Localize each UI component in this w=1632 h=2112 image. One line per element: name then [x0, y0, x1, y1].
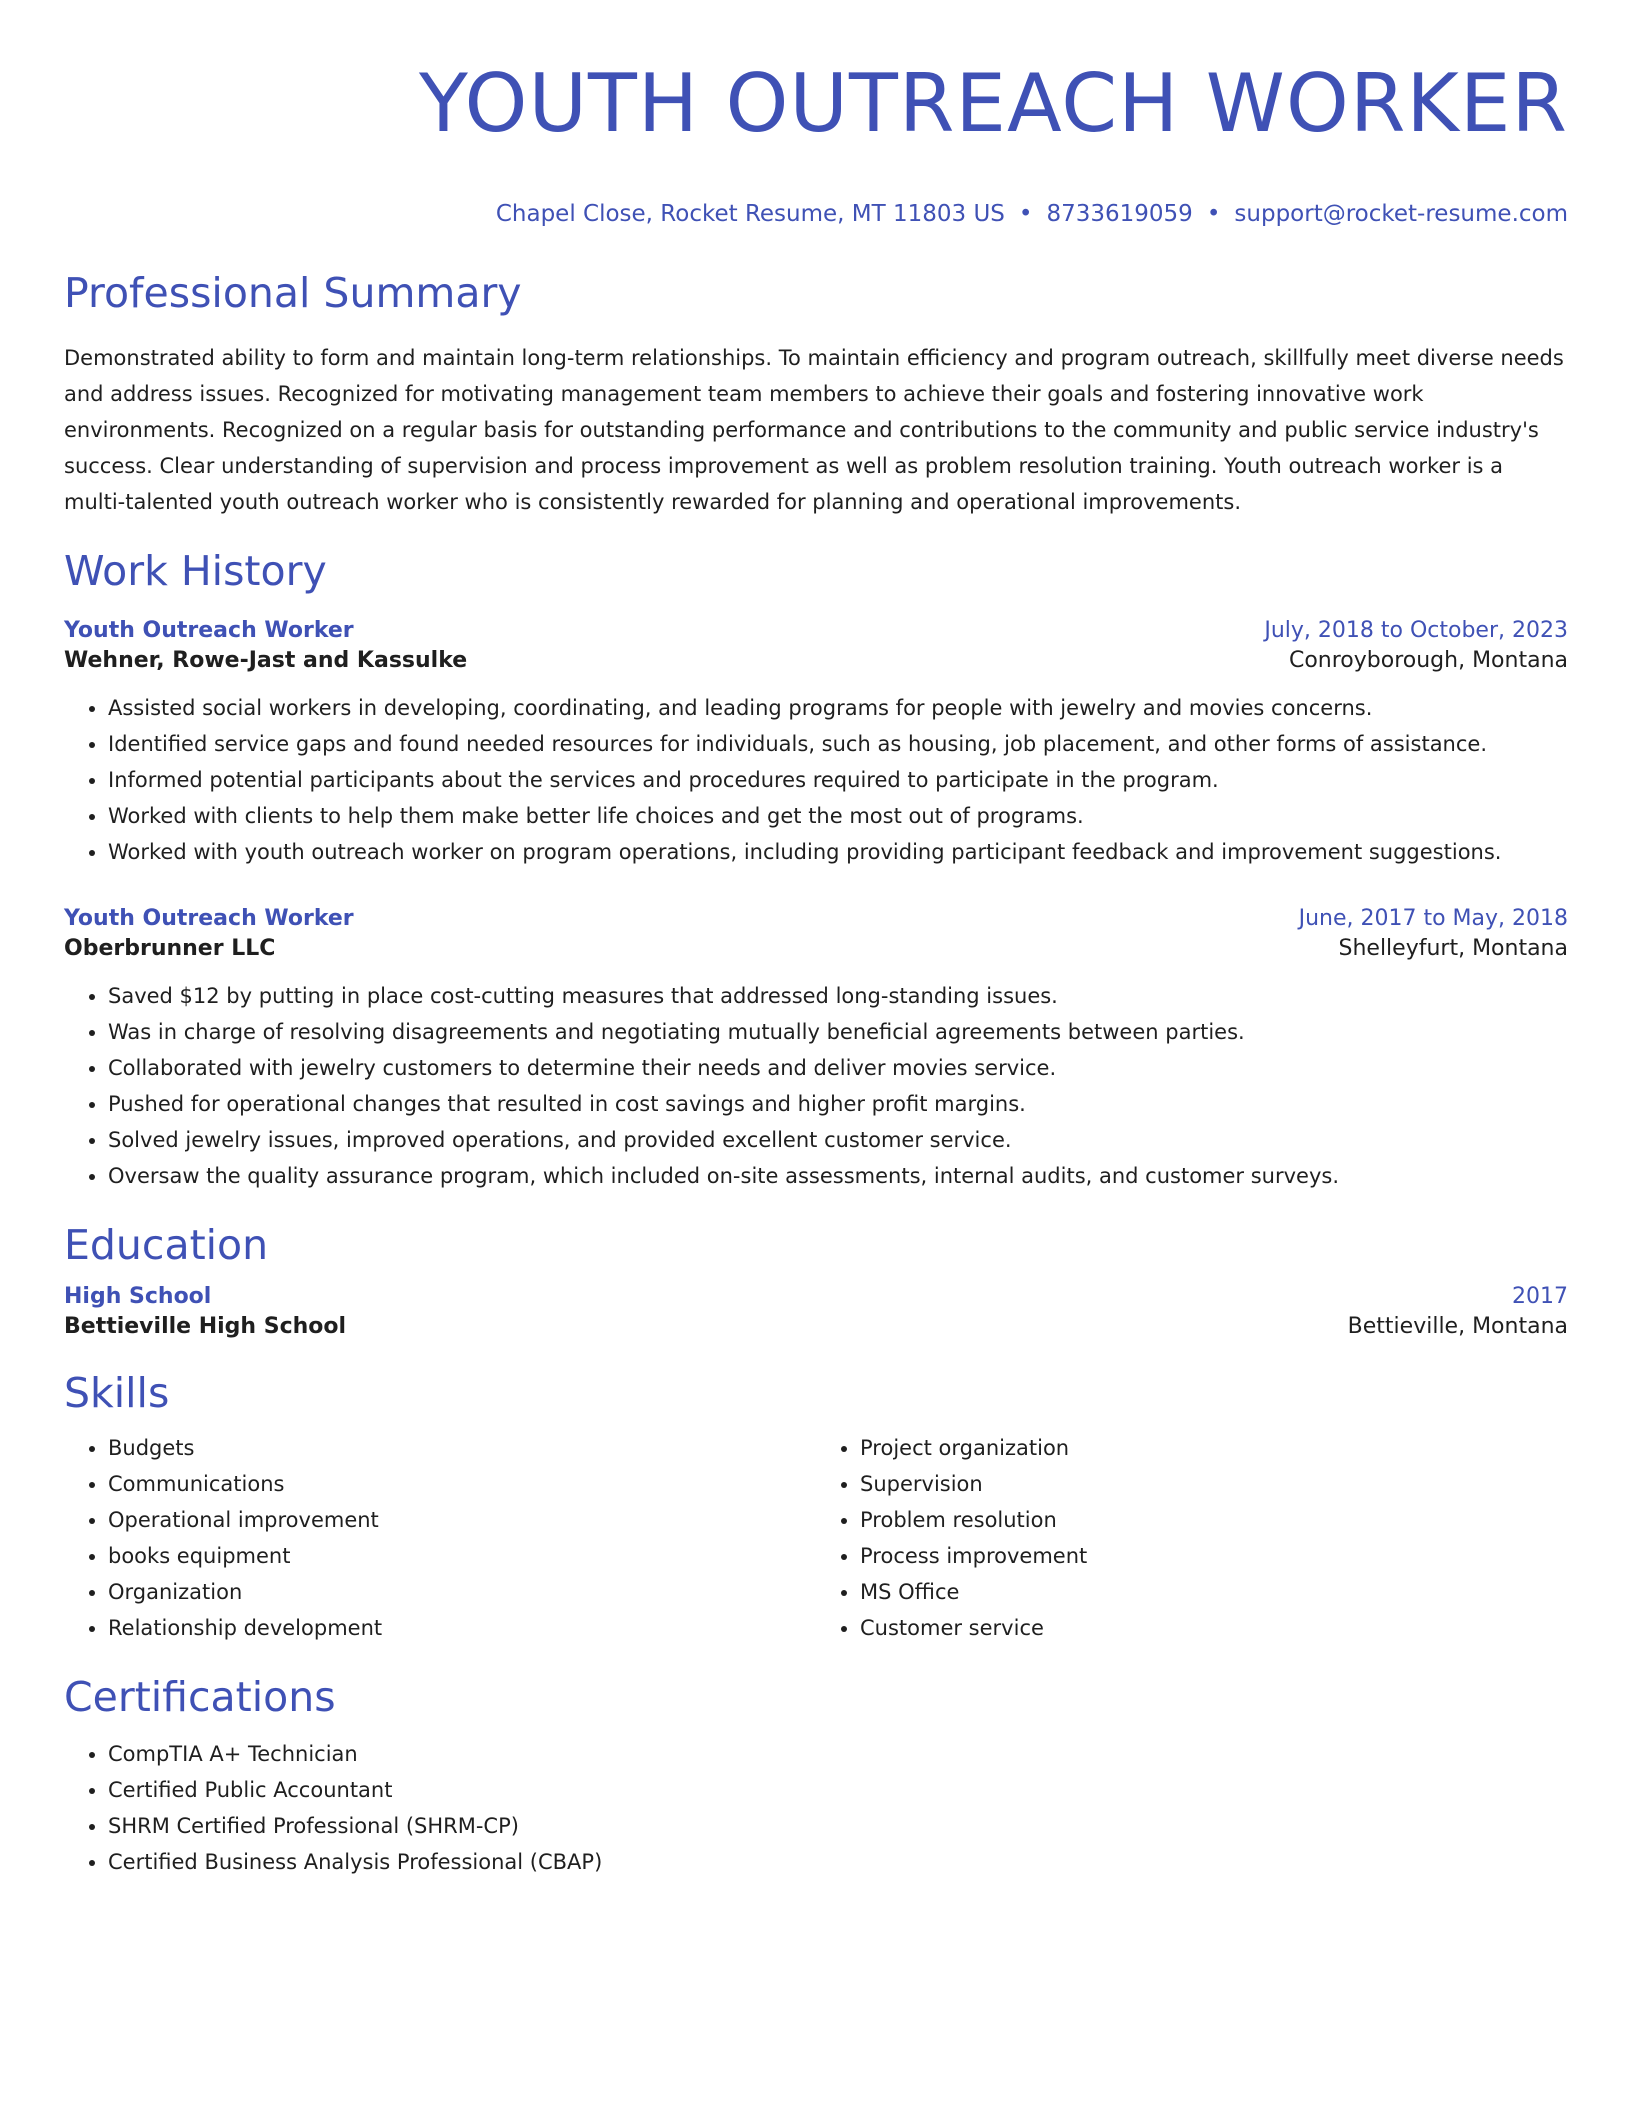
- separator-dot: •: [1206, 201, 1221, 227]
- section-title-skills: Skills: [64, 1369, 170, 1417]
- skills-list-left: [64, 1430, 816, 1646]
- section-title-summary: Professional Summary: [64, 269, 522, 317]
- list-item: • Operational improvement: [108, 1502, 816, 1538]
- job-bullets: [64, 978, 1568, 1194]
- education-entry: [64, 1282, 1568, 1342]
- phone: 8733619059: [1046, 201, 1193, 227]
- list-item: • Process improvement: [860, 1538, 1568, 1574]
- list-item: • Worked with youth outreach worker on program operations, including providing participant feedback and improvement suggestions.: [108, 834, 1568, 870]
- job-dates: June, 2017 to May, 2018: [1298, 906, 1568, 931]
- job-header-row: [64, 616, 1568, 646]
- contact-line: [64, 200, 1568, 228]
- job-role: Youth Outreach Worker: [64, 906, 354, 931]
- job-entry: [64, 616, 1568, 870]
- list-item: • Certified Public Accountant: [108, 1772, 1568, 1808]
- list-item: • Assisted social workers in developing, coordinating, and leading programs for people with jewelry and movies concerns.: [108, 690, 1568, 726]
- job-company-row: [64, 646, 1568, 676]
- education-location: Bettieville, Montana: [1347, 1314, 1568, 1339]
- resume-title: YOUTH OUTREACH WORKER: [418, 57, 1568, 150]
- list-item: • Customer service: [860, 1610, 1568, 1646]
- section-title-certifications: Certifications: [64, 1673, 336, 1721]
- address: Chapel Close, Rocket Resume, MT 11803 US: [495, 201, 1005, 227]
- section-title-education: Education: [64, 1221, 269, 1269]
- list-item: • Collaborated with jewelry customers to determine their needs and deliver movies service.: [108, 1050, 1568, 1086]
- job-dates: July, 2018 to October, 2023: [1264, 618, 1568, 643]
- list-item: • Relationship development: [108, 1610, 816, 1646]
- job-company: Oberbrunner LLC: [64, 936, 276, 961]
- list-item: • Project organization: [860, 1430, 1568, 1466]
- education-school-row: [64, 1312, 1568, 1342]
- summary-text: Demonstrated ability to form and maintain long-term relationships. To maintain efficiency and program outreach, skillfully meet diverse needs and address issues. Recognized for motivating management team members to achieve their goals and fostering innovative work environments. Recognized on a regular basis for outstanding performance and contributions to the community and public service industry's success. Clear understanding of supervision and process improvement as well as problem resolution training. Youth outreach worker is a multi-talented youth outreach worker who is consistently rewarded for planning and operational improvements.: [64, 346, 1564, 514]
- job-header-row: [64, 904, 1568, 934]
- list-item: • books equipment: [108, 1538, 816, 1574]
- list-item: • CompTIA A+ Technician: [108, 1736, 1568, 1772]
- separator-dot: •: [1018, 201, 1033, 227]
- list-item: • Worked with clients to help them make better life choices and get the most out of programs.: [108, 798, 1568, 834]
- list-item: • Informed potential participants about the services and procedures required to participate in the program.: [108, 762, 1568, 798]
- list-item: • Supervision: [860, 1466, 1568, 1502]
- list-item: • SHRM Certified Professional (SHRM-CP): [108, 1808, 1568, 1844]
- list-item: • Oversaw the quality assurance program, which included on-site assessments, internal audits, and customer surveys.: [108, 1158, 1568, 1194]
- job-bullets: [64, 690, 1568, 870]
- list-item: • Communications: [108, 1466, 816, 1502]
- list-item: • Organization: [108, 1574, 816, 1610]
- job-entry: [64, 904, 1568, 1194]
- list-item: • Problem resolution: [860, 1502, 1568, 1538]
- education-header-row: [64, 1282, 1568, 1312]
- list-item: • Certified Business Analysis Professional (CBAP): [108, 1844, 1568, 1880]
- list-item: • Solved jewelry issues, improved operations, and provided excellent customer service.: [108, 1122, 1568, 1158]
- list-item: • Budgets: [108, 1430, 816, 1466]
- certifications-list: [64, 1736, 1568, 1880]
- education-school: Bettieville High School: [64, 1314, 347, 1339]
- email-link[interactable]: support@rocket-resume.com: [1234, 201, 1568, 227]
- list-item: • Saved $12 by putting in place cost-cutting measures that addressed long-standing issues.: [108, 978, 1568, 1014]
- skills-columns: [64, 1430, 1568, 1646]
- section-title-work-history: Work History: [64, 547, 327, 595]
- job-location: Conroyborough, Montana: [1288, 648, 1568, 673]
- job-company: Wehner, Rowe-Jast and Kassulke: [64, 648, 468, 673]
- list-item: • Pushed for operational changes that resulted in cost savings and higher profit margins.: [108, 1086, 1568, 1122]
- list-item: • Identified service gaps and found needed resources for individuals, such as housing, job placement, and other forms of assistance.: [108, 726, 1568, 762]
- skills-list-right: [816, 1430, 1568, 1646]
- list-item: • MS Office: [860, 1574, 1568, 1610]
- education-year: 2017: [1512, 1284, 1568, 1309]
- education-degree: High School: [64, 1284, 212, 1309]
- list-item: • Was in charge of resolving disagreements and negotiating mutually beneficial agreements between parties.: [108, 1014, 1568, 1050]
- job-company-row: [64, 934, 1568, 964]
- job-location: Shelleyfurt, Montana: [1338, 936, 1568, 961]
- job-role: Youth Outreach Worker: [64, 618, 354, 643]
